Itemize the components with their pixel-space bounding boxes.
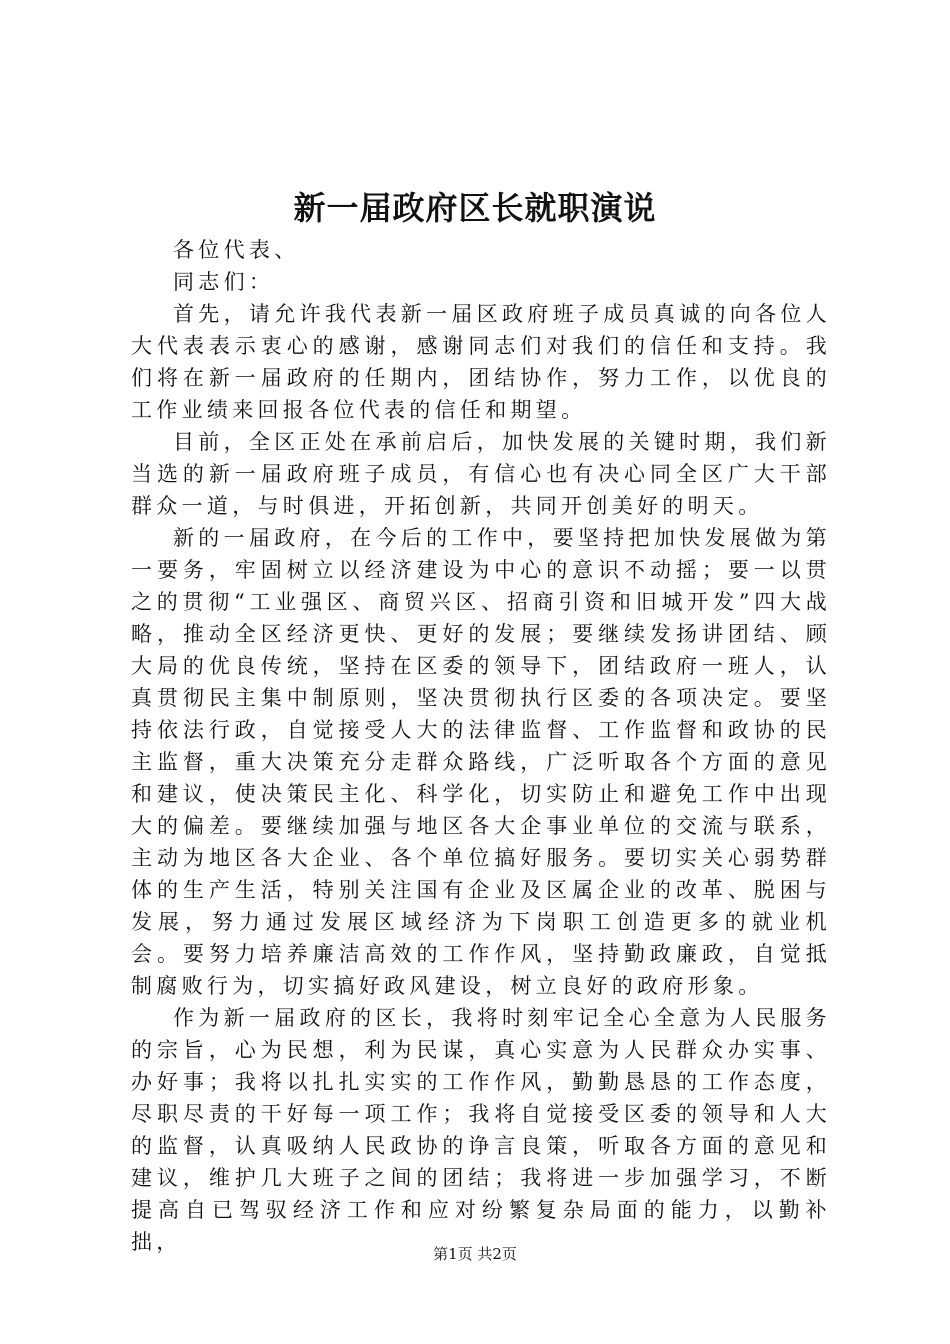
body-paragraph: 首先，请允许我代表新一届区政府班子成员真诚的向各位人大代表表示衷心的感谢，感谢同志们对我们的信任和支持。我们将在新一届政府的任期内，团结协作，努力工作，以优良的工作业绩来回报各位代表的信任和期望。 — [131, 302, 831, 422]
body-paragraph: 目前，全区正处在承前启后，加快发展的关键时期，我们新当选的新一届政府班子成员，有信心也有决心同全区广大干部群众一道，与时俱进，开拓创新，共同开创美好的明天。 — [131, 430, 831, 518]
body-paragraph: 新的一届政府，在今后的工作中，要坚持把加快发展做为第一要务，牢固树立以经济建设为中心的意识不动摇；要一以贯之的贯彻“工业强区、商贸兴区、招商引资和旧城开发”四大战略，推动全区经济更快、更好的发展；要继续发扬讲团结、顾大局的优良传统，坚持在区委的领导下，团结政府一班人，认真贯彻民主集中制原则，坚决贯彻执行区委的各项决定。要坚持依法行政，自觉接受人大的法律监督、工作监督和政协的民主监督，重大决策充分走群众路线，广泛听取各个方面的意见和建议，使决策民主化、科学化，切实防止和避免工作中出现大的偏差。要继续加强与地区各大企事业单位的交流与联系，主动为地区各大企业、各个单位搞好服务。要切实关心弱势群体的生产生活，特别关注国有企业及区属企业的改革、脱困与发展，努力通过发展区域经济为下岗职工创造更多的就业机会。要努力培养廉洁高效的工作作风，坚持勤政廉政，自觉抵制腐败行为，切实搞好政风建设，树立良好的政府形象。 — [131, 526, 831, 998]
document-title: 新一届政府区长就职演说 — [293, 189, 657, 227]
document-body — [131, 234, 831, 1258]
body-paragraph: 作为新一届政府的区长，我将时刻牢记全心全意为人民服务的宗旨，心为民想，利为民谋，真心实意为人民群众办实事、办好事；我将以扎扎实实的工作作风，勤勤恳恳的工作态度，尽职尽责的干好每一项工作；我将自觉接受区委的领导和人大的监督，认真吸纳人民政协的诤言良策，听取各方面的意见和建议，维护几大班子之间的团结；我将进一步加强学习，不断提高自已驾驭经济工作和应对纷繁复杂局面的能力，以勤补拙， — [131, 1006, 831, 1254]
salutation-line: 同志们： — [173, 270, 275, 294]
page-number-footer: 第1页 共2页 — [433, 1245, 517, 1263]
salutation-line: 各位代表、 — [173, 238, 300, 262]
